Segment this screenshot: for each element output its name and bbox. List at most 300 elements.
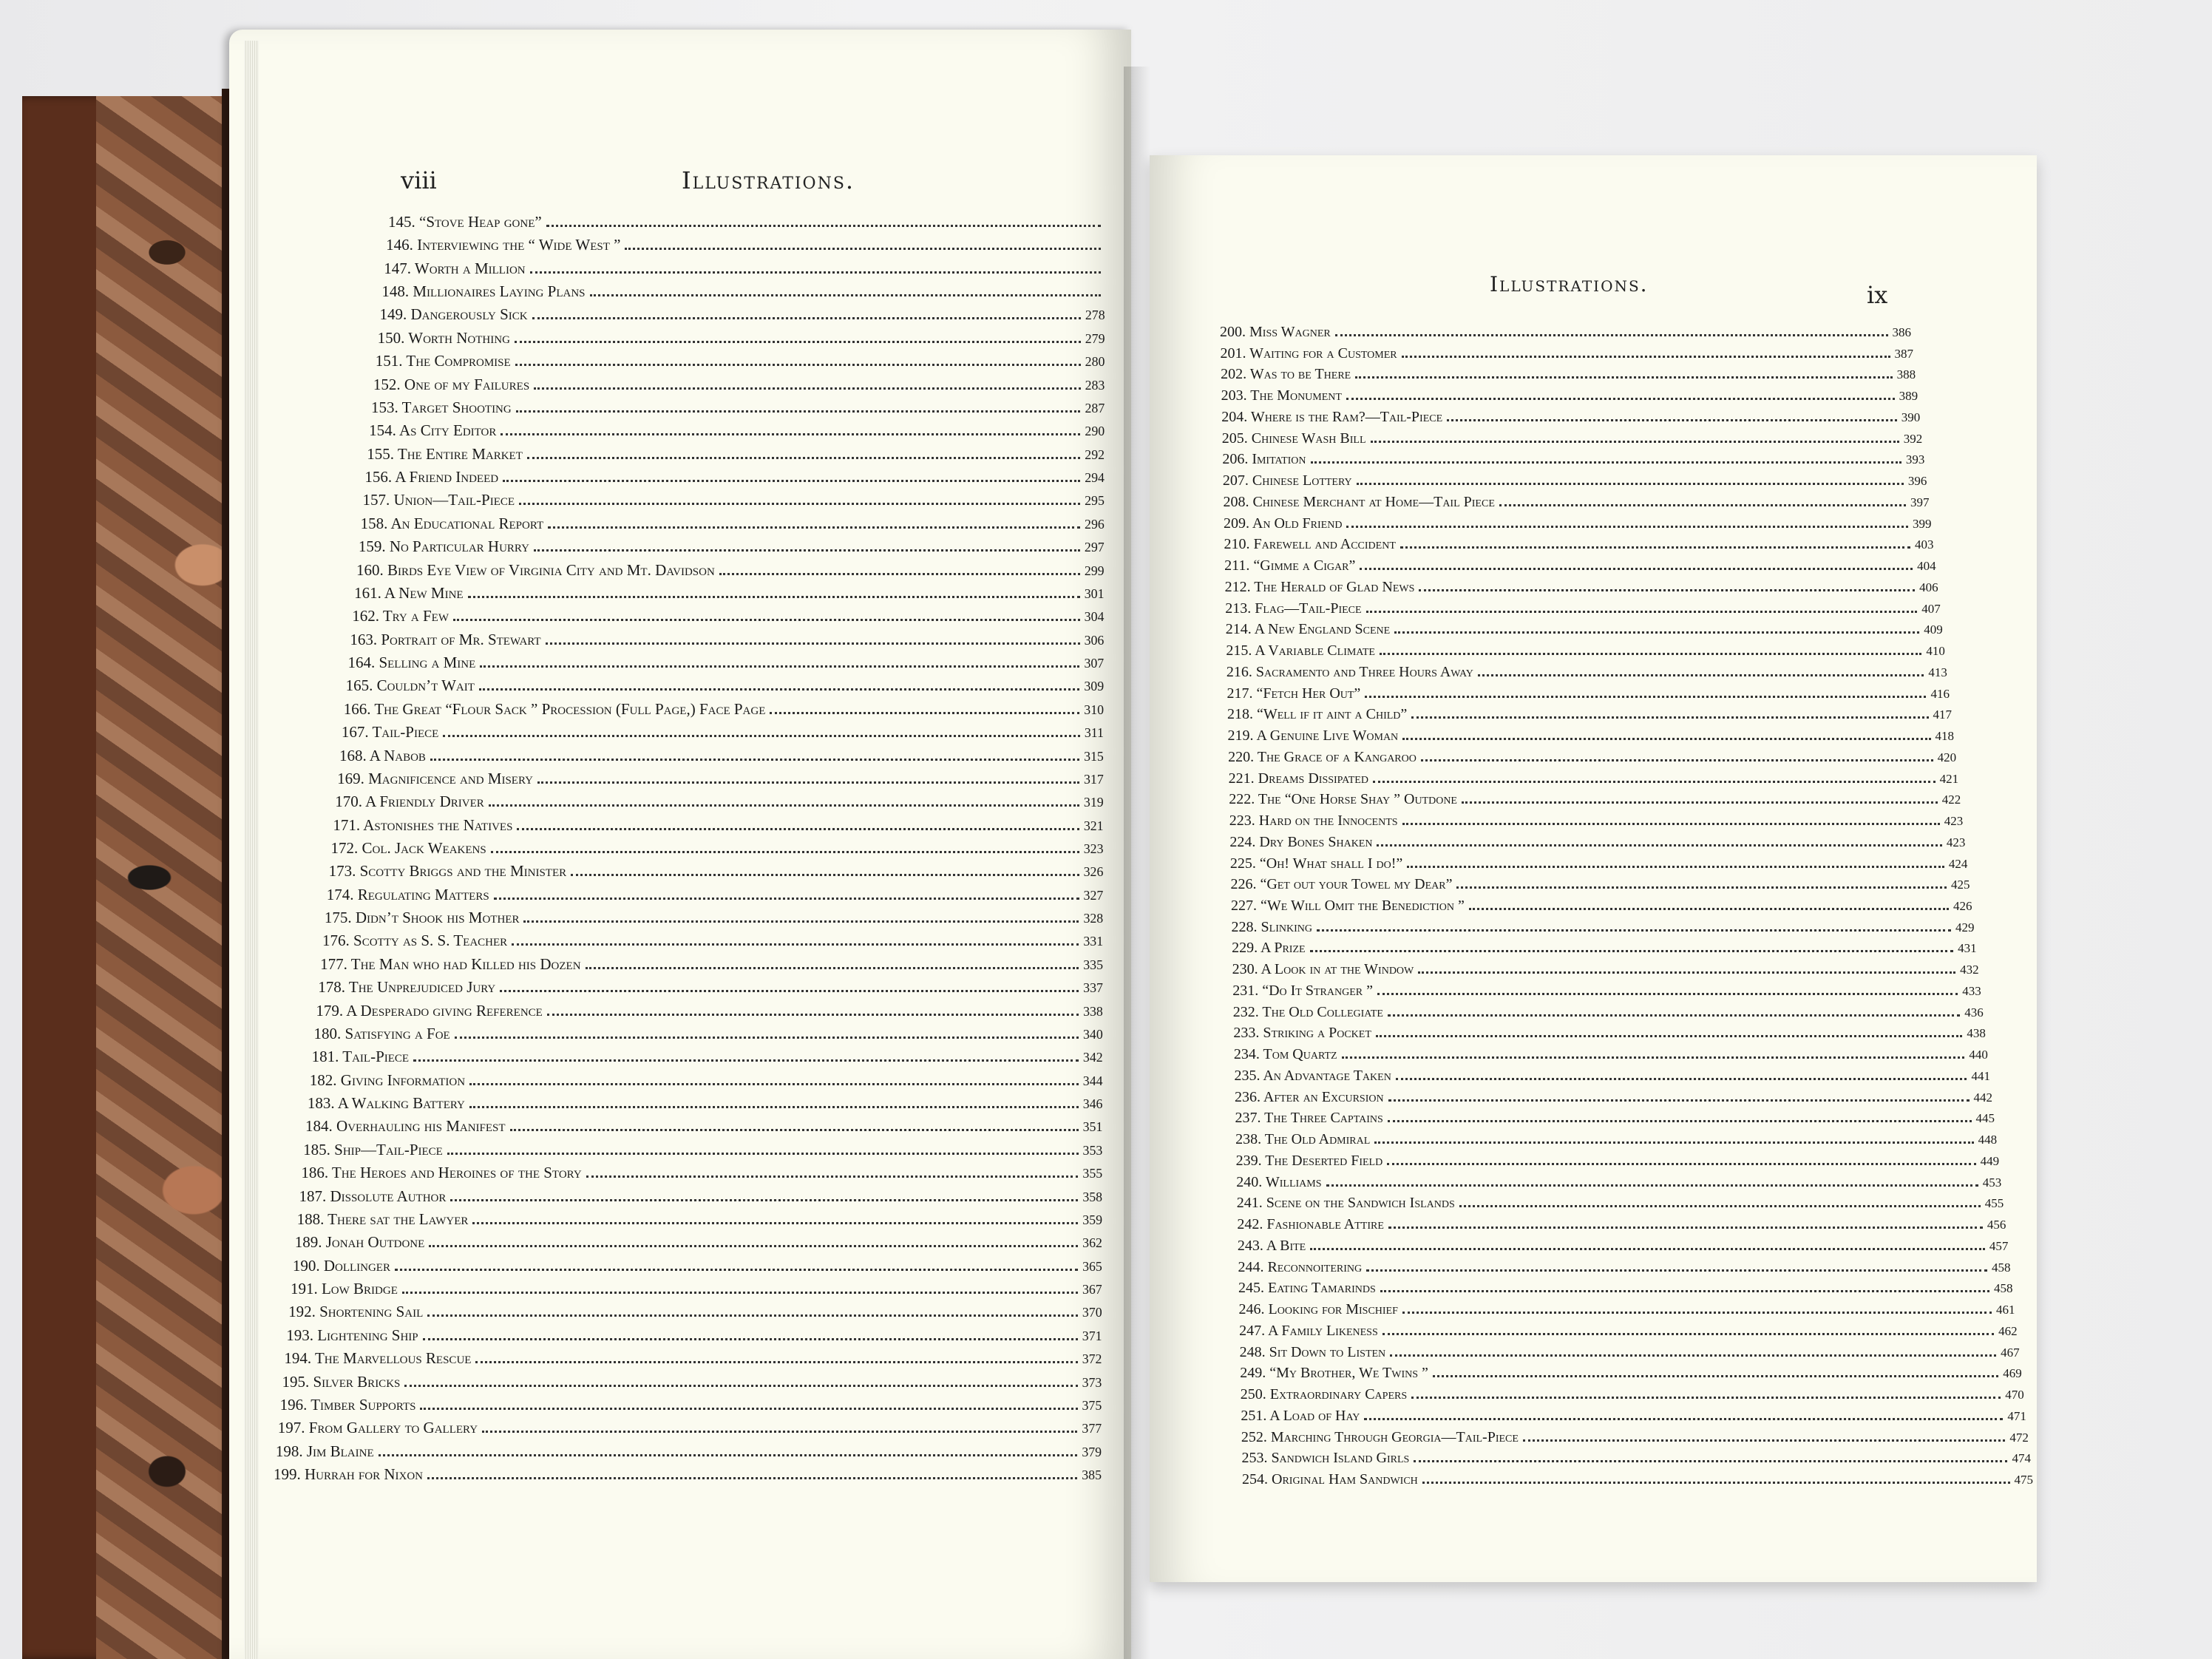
dot-leader (1377, 844, 1941, 847)
page-edges (244, 41, 259, 1659)
illustration-page-number: 327 (1083, 887, 1104, 903)
illustration-entry (299, 1187, 1102, 1206)
dot-leader (413, 1059, 1079, 1062)
illustration-page-number: 375 (1082, 1397, 1102, 1413)
illustration-title: 157. Union—Tail-Piece (362, 491, 515, 509)
illustration-entry (337, 770, 1104, 788)
dot-leader (1396, 1078, 1967, 1080)
dot-leader (1365, 696, 1926, 698)
dot-leader (494, 898, 1079, 900)
illustration-title: 233. Striking a Pocket (1233, 1025, 1371, 1042)
illustration-title: 248. Sit Down to Listen (1239, 1343, 1386, 1360)
dot-leader (1310, 1248, 1985, 1250)
illustration-entry (378, 329, 1105, 347)
dot-leader (1310, 950, 1954, 952)
dot-leader (1357, 483, 1904, 485)
illustration-entry (1231, 898, 1972, 915)
illustration-entry (312, 1048, 1103, 1066)
dot-leader (1459, 1205, 1981, 1207)
dot-leader (516, 410, 1081, 413)
dot-leader (472, 1222, 1078, 1224)
illustration-title: 225. “Oh! What shall I do!” (1229, 855, 1403, 872)
illustration-page-number: 310 (1084, 702, 1105, 717)
illustration-page-number: 417 (1933, 708, 1952, 722)
illustration-title: 244. Reconnoitering (1238, 1258, 1363, 1275)
illustration-page-number: 474 (2012, 1451, 2031, 1466)
illustration-page-number: 279 (1085, 330, 1105, 346)
illustration-entry (1223, 494, 1929, 511)
dot-leader (453, 619, 1080, 621)
illustration-page-number: 331 (1083, 934, 1104, 949)
illustration-page-number: 353 (1082, 1142, 1103, 1158)
illustration-page-number: 326 (1083, 864, 1104, 880)
illustration-entry (314, 1025, 1103, 1043)
illustration-entry (1230, 876, 1970, 893)
illustration-page-number: 399 (1913, 516, 1932, 531)
dot-leader (1388, 1120, 1972, 1122)
dot-leader (537, 781, 1079, 784)
illustration-title: 234. Tom Quartz (1233, 1046, 1337, 1063)
illustration-title: 181. Tail-Piece (311, 1048, 410, 1066)
illustration-entry (1221, 345, 1914, 362)
illustration-entry (310, 1071, 1103, 1090)
illustration-title: 186. The Heroes and Heroines of the Story (301, 1164, 582, 1182)
illustration-entry (1227, 664, 1947, 681)
dot-leader (455, 1037, 1079, 1039)
dot-leader (1388, 1099, 1970, 1102)
illustration-page-number: 342 (1082, 1050, 1103, 1065)
dot-leader (1355, 376, 1892, 379)
illustration-title: 154. As City Editor (369, 421, 497, 440)
illustration-title: 153. Target Shooting (371, 398, 512, 416)
illustration-entry (1239, 1323, 2018, 1340)
illustration-page-number: 301 (1084, 586, 1105, 601)
illustration-entry (1222, 451, 1924, 468)
illustration-page-number: 296 (1085, 516, 1105, 532)
dot-leader (1366, 1269, 1987, 1272)
illustration-page-number: 461 (1996, 1303, 2015, 1317)
dot-leader (719, 573, 1080, 575)
dot-leader (1364, 1418, 2003, 1420)
illustration-entry (333, 816, 1103, 835)
illustration-entry (1237, 1195, 2004, 1212)
illustration-page-number: 442 (1973, 1090, 1992, 1105)
illustration-entry (386, 236, 1105, 254)
illustration-page-number: 365 (1082, 1258, 1102, 1274)
illustration-page-number: 422 (1941, 793, 1961, 807)
illustration-title: 159. No Particular Hurry (358, 537, 529, 556)
illustration-entry (342, 723, 1104, 742)
illustration-page-number: 407 (1921, 601, 1941, 616)
dot-leader (447, 1153, 1079, 1155)
illustration-title: 158. An Educational Report (360, 514, 544, 532)
illustration-entry (1238, 1280, 2013, 1297)
illustration-page-number: 372 (1082, 1351, 1102, 1367)
illustration-title: 167. Tail-Piece (341, 723, 439, 742)
illustration-entry (308, 1094, 1103, 1113)
dot-leader (1411, 716, 1928, 719)
illustration-title: 179. A Desperado giving Reference (316, 1001, 543, 1020)
dot-leader (1335, 334, 1888, 336)
dot-leader (501, 433, 1080, 435)
dot-leader (427, 1314, 1078, 1317)
illustration-entry (1226, 642, 1945, 659)
dot-leader (469, 1106, 1079, 1108)
illustration-page-number: 287 (1085, 400, 1105, 415)
illustration-title: 196. Timber Supports (279, 1395, 416, 1414)
illustration-title: 250. Extraordinary Capers (1240, 1386, 1408, 1403)
dot-leader (395, 1269, 1078, 1271)
illustration-entry (1232, 983, 1981, 1000)
illustration-title: 207. Chinese Lottery (1222, 472, 1352, 489)
illustration-entry (1240, 1365, 2022, 1382)
illustration-entry (303, 1141, 1102, 1159)
illustration-title: 211. “Gimme a Cigar” (1224, 557, 1356, 574)
illustration-page-number: 315 (1084, 748, 1104, 764)
dot-leader (1456, 886, 1946, 889)
illustration-entry (1221, 409, 1920, 426)
illustration-page-number: 377 (1082, 1421, 1102, 1436)
illustration-entry (295, 1233, 1102, 1252)
dot-leader (547, 1014, 1079, 1016)
illustration-page-number: 373 (1082, 1374, 1102, 1390)
dot-leader (503, 480, 1080, 482)
illustration-page-number: 344 (1082, 1073, 1103, 1088)
illustration-title: 241. Scene on the Sandwich Islands (1236, 1195, 1455, 1212)
illustration-page-number: 441 (1971, 1068, 1990, 1083)
illustration-title: 145. “Stove Heap gone” (388, 213, 542, 231)
illustration-page-number: 420 (1937, 750, 1957, 764)
illustration-page-number: 404 (1917, 559, 1936, 574)
illustration-title: 170. A Friendly Driver (335, 793, 484, 811)
illustration-title: 172. Col. Jack Weakens (330, 839, 486, 857)
dot-leader (1411, 1397, 2001, 1399)
illustration-title: 215. A Variable Climate (1226, 642, 1375, 659)
dot-leader (1377, 993, 1958, 995)
dot-leader (1422, 1482, 2010, 1484)
illustration-page-number: 358 (1082, 1189, 1103, 1204)
left-page (229, 30, 1131, 1659)
illustration-title: 232. The Old Collegiate (1232, 1003, 1383, 1020)
illustration-page-number: 421 (1939, 771, 1959, 786)
illustration-title: 254. Original Ham Sandwich (1242, 1471, 1418, 1487)
illustration-entry (1221, 366, 1916, 383)
illustration-title: 214. A New England Scene (1225, 621, 1391, 638)
illustration-title: 189. Jonah Outdone (294, 1233, 425, 1252)
illustration-entry (286, 1326, 1102, 1345)
illustration-title: 178. The Unprejudiced Jury (318, 978, 496, 997)
illustration-page-number: 367 (1082, 1282, 1102, 1297)
dot-leader (491, 851, 1079, 853)
illustration-page-number: 359 (1082, 1212, 1102, 1227)
left-page-number: viii (401, 166, 437, 194)
dot-leader (519, 503, 1080, 505)
illustration-title: 160. Birds Eye View of Virginia City and Mt. Davidson (356, 560, 715, 579)
illustration-title: 240. Williams (1236, 1173, 1322, 1190)
dot-leader (1342, 1056, 1965, 1059)
illustration-page-number: 470 (2005, 1388, 2024, 1402)
illustration-page-number: 355 (1082, 1166, 1103, 1181)
illustration-title: 195. Silver Bricks (282, 1372, 401, 1391)
illustration-entry (371, 398, 1105, 417)
illustration-title: 209. An Old Friend (1224, 515, 1343, 532)
dot-leader (1419, 589, 1915, 591)
illustration-title: 224. Dry Bones Shaken (1229, 833, 1373, 850)
illustration-title: 148. Millionaires Laying Plans (381, 282, 586, 301)
dot-leader (1418, 971, 1955, 974)
illustration-title: 253. Sandwich Island Girls (1241, 1450, 1410, 1467)
illustration-title: 192. Shortening Sail (288, 1303, 424, 1321)
illustration-title: 238. The Old Admiral (1235, 1131, 1371, 1148)
dot-leader (586, 967, 1079, 969)
illustration-entry (1241, 1429, 2029, 1446)
illustration-title: 146. Interviewing the “ Wide West ” (386, 236, 621, 254)
illustration-page-number: 306 (1084, 632, 1105, 648)
illustration-page-number: 321 (1083, 818, 1104, 833)
illustration-page-number: 351 (1082, 1119, 1103, 1135)
illustration-page-number: 388 (1896, 367, 1916, 382)
illustration-page-number: 294 (1085, 470, 1105, 486)
dot-leader (429, 1245, 1078, 1247)
illustration-entry (276, 1442, 1102, 1461)
illustration-entry (284, 1349, 1102, 1368)
illustration-title: 218. “Well if it aint a Child” (1227, 706, 1408, 723)
dot-leader (379, 1454, 1078, 1456)
illustration-title: 149. Dangerously Sick (379, 305, 528, 324)
illustration-page-number: 386 (1892, 325, 1911, 339)
illustration-title: 173. Scotty Briggs and the Minister (328, 862, 567, 881)
illustration-page-number: 317 (1084, 771, 1104, 787)
illustration-page-number: 393 (1905, 452, 1925, 467)
illustration-entry (320, 955, 1103, 974)
illustration-title: 236. After an Excursion (1235, 1088, 1384, 1105)
illustration-entry (288, 1303, 1102, 1321)
illustration-page-number: 438 (1967, 1026, 1986, 1041)
dot-leader (1371, 441, 1899, 443)
illustration-page-number: 371 (1082, 1328, 1102, 1343)
illustration-title: 222. The “One Horse Shay ” Outdone (1229, 791, 1457, 808)
illustration-title: 230. A Look in at the Window (1232, 961, 1414, 978)
illustration-entry (1228, 749, 1956, 766)
illustration-page-number: 429 (1955, 920, 1975, 934)
illustration-title: 188. There sat the Lawyer (296, 1210, 469, 1228)
illustration-page-number: 392 (1903, 431, 1923, 446)
illustration-page-number: 475 (2014, 1473, 2033, 1487)
illustration-entry (316, 1002, 1102, 1020)
illustration-entry (282, 1373, 1102, 1391)
illustration-entry (1232, 919, 1975, 936)
illustration-entry (1225, 579, 1938, 596)
illustration-page-number: 362 (1082, 1235, 1102, 1251)
illustration-page-number: 338 (1083, 1003, 1103, 1019)
illustration-entry (381, 282, 1105, 301)
illustration-title: 239. The Deserted Field (1235, 1152, 1383, 1169)
illustration-entry (344, 700, 1104, 719)
illustration-entry (1224, 536, 1934, 553)
dot-leader (534, 387, 1080, 390)
illustration-entry (369, 421, 1105, 440)
dot-leader (1360, 568, 1913, 570)
illustration-title: 200. Miss Wagner (1220, 324, 1331, 340)
illustration-title: 194. The Marvellous Rescue (284, 1349, 472, 1368)
right-page (1150, 155, 2037, 1582)
dot-leader (1402, 356, 1890, 358)
illustration-title: 249. “My Brother, We Twins ” (1240, 1365, 1428, 1382)
illustration-page-number: 423 (1944, 814, 1964, 829)
illustration-page-number: 396 (1907, 474, 1927, 489)
illustration-title: 150. Worth Nothing (377, 328, 510, 347)
dot-leader (423, 1338, 1078, 1340)
illustration-entry (1229, 812, 1964, 830)
illustration-entry (1236, 1153, 2000, 1170)
dot-leader (450, 1199, 1078, 1201)
illustration-entry (293, 1257, 1102, 1275)
illustration-page-number: 413 (1928, 665, 1947, 679)
illustration-entry (1224, 515, 1932, 532)
illustration-page-number: 456 (1987, 1218, 2006, 1232)
illustration-title: 247. A Family Likeness (1239, 1322, 1378, 1339)
illustration-title: 201. Waiting for a Customer (1220, 345, 1397, 362)
illustration-title: 182. Giving Information (309, 1071, 466, 1089)
illustration-page-number: 335 (1083, 957, 1104, 972)
dot-leader (1373, 781, 1936, 783)
book-gutter-shadow (1124, 67, 1168, 1659)
illustration-title: 187. Dissolute Author (299, 1187, 447, 1205)
illustration-title: 151. The Compromise (375, 352, 511, 370)
dot-leader (571, 874, 1079, 876)
illustration-page-number: 418 (1935, 729, 1955, 744)
illustration-entry (1242, 1471, 2033, 1488)
illustration-entry (331, 839, 1104, 858)
illustration-entry (1237, 1216, 2006, 1233)
illustration-page-number: 471 (2007, 1408, 2026, 1423)
dot-leader (1311, 461, 1901, 464)
dot-leader (1388, 1014, 1960, 1017)
illustration-entry (367, 445, 1105, 464)
illustration-title: 155. The Entire Market (367, 444, 523, 463)
illustration-page-number: 311 (1084, 725, 1104, 741)
dot-leader (1433, 1375, 1998, 1377)
illustration-title: 217. “Fetch Her Out” (1227, 685, 1361, 702)
illustration-entry (280, 1396, 1102, 1414)
illustration-page-number: 397 (1910, 495, 1930, 509)
illustration-entry (291, 1280, 1102, 1298)
illustration-title: 246. Looking for Mischief (1238, 1301, 1398, 1318)
illustration-entry (318, 978, 1103, 997)
dot-leader (1400, 546, 1910, 549)
illustration-title: 183. A Walking Battery (307, 1094, 465, 1113)
dot-leader (625, 248, 1100, 250)
illustration-page-number: 346 (1082, 1096, 1103, 1112)
dot-leader (1317, 929, 1951, 932)
dot-leader (480, 665, 1079, 668)
dot-leader (468, 596, 1080, 598)
dot-leader (515, 341, 1081, 343)
illustration-entry (1234, 1046, 1988, 1063)
dot-leader (770, 712, 1079, 714)
illustration-entry (380, 305, 1105, 324)
illustration-title: 197. From Gallery to Gallery (277, 1419, 478, 1437)
illustration-page-number: 424 (1948, 856, 1968, 871)
illustration-page-number: 403 (1915, 537, 1934, 552)
illustration-page-number: 319 (1083, 795, 1104, 810)
illustration-page-number: 290 (1085, 424, 1105, 439)
illustration-entry (339, 747, 1104, 765)
dot-leader (402, 1292, 1078, 1294)
illustration-title: 208. Chinese Merchant at Home—Tail Piece (1223, 493, 1495, 510)
illustration-title: 228. Slinking (1231, 918, 1312, 935)
illustration-entry (1229, 834, 1965, 851)
illustration-entry (364, 468, 1105, 486)
dot-leader (1414, 1460, 2007, 1462)
right-running-header: Illustrations. (1490, 272, 1649, 296)
illustration-title: 152. One of my Failures (373, 375, 530, 393)
left-illustration-list (229, 30, 1131, 1659)
illustration-entry (325, 909, 1103, 927)
illustration-title: 190. Dollinger (292, 1256, 390, 1275)
illustration-entry (1240, 1344, 2020, 1361)
illustration-title: 203. The Monument (1221, 387, 1342, 404)
illustration-title: 220. The Grace of a Kangaroo (1228, 748, 1417, 765)
illustration-entry (1241, 1408, 2026, 1425)
illustration-page-number: 458 (1991, 1260, 2011, 1275)
illustration-entry (297, 1210, 1102, 1229)
illustration-title: 216. Sacramento and Three Hours Away (1226, 663, 1473, 680)
illustration-entry (388, 213, 1105, 231)
illustration-page-number: 445 (1975, 1111, 1995, 1126)
illustration-entry (1232, 940, 1977, 957)
illustration-page-number: 448 (1978, 1133, 1998, 1147)
illustration-entry (352, 607, 1104, 625)
illustration-page-number: 406 (1919, 580, 1938, 594)
illustration-page-number: 337 (1083, 980, 1103, 996)
illustration-title: 184. Overhauling his Manifest (305, 1117, 506, 1136)
illustration-page-number: 416 (1930, 686, 1950, 701)
left-running-header: Illustrations. (682, 166, 855, 194)
illustration-entry (1221, 387, 1918, 404)
illustration-entry (1238, 1259, 2010, 1276)
illustration-entry (350, 631, 1104, 649)
dot-leader (1390, 1354, 1996, 1357)
illustration-title: 243. A Bite (1237, 1237, 1306, 1254)
dot-leader (586, 1175, 1079, 1178)
dot-leader (489, 804, 1079, 807)
illustration-entry (373, 376, 1105, 394)
illustration-page-number: 390 (1901, 410, 1921, 424)
illustration-entry (1239, 1301, 2015, 1318)
illustration-page-number: 309 (1084, 679, 1105, 694)
dot-leader (1374, 1141, 1973, 1144)
illustration-page-number: 457 (1989, 1238, 2009, 1253)
illustration-page-number: 304 (1084, 609, 1105, 625)
illustration-title: 176. Scotty as S. S. Teacher (322, 932, 508, 950)
illustration-entry (347, 654, 1104, 672)
illustration-page-number: 280 (1085, 354, 1105, 370)
illustration-title: 163. Portrait of Mr. Stewart (350, 630, 541, 648)
illustration-entry (1233, 1025, 1986, 1042)
dot-leader (475, 1361, 1077, 1363)
illustration-title: 229. A Prize (1232, 940, 1306, 957)
illustration-entry (1220, 324, 1911, 341)
dot-leader (1447, 419, 1897, 421)
illustration-page-number: 410 (1926, 644, 1945, 659)
illustration-entry (1223, 472, 1927, 489)
illustration-page-number: 278 (1085, 308, 1105, 323)
illustration-title: 171. Astonishes the Natives (333, 815, 513, 834)
illustration-page-number: 426 (1953, 899, 1972, 913)
illustration-page-number: 340 (1082, 1026, 1103, 1042)
illustration-entry (1224, 557, 1936, 574)
